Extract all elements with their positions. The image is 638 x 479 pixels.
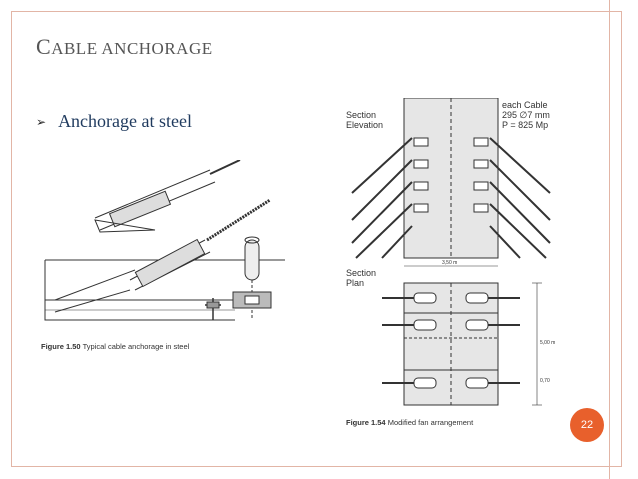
figure-right-caption-text: Modified fan arrangement	[387, 418, 474, 427]
label-cable-line3: P = 825 Mp	[502, 120, 549, 130]
label-section-elevation-line1: Section	[346, 110, 377, 120]
anchorage-drawing	[35, 160, 335, 360]
slide-divider-line	[609, 0, 610, 479]
figure-right-caption	[346, 418, 473, 427]
figure-left-caption-number: Figure 1.50	[41, 342, 81, 351]
figure-left-caption	[41, 342, 189, 351]
dimension-width: 3,50 m	[442, 260, 458, 266]
label-cable-line2: 295 ∅7 mm	[502, 110, 550, 120]
arrow-bullet-icon: ➢	[36, 114, 47, 129]
label-section-plan	[346, 268, 376, 288]
title-rest: ABLE ANCHORAGE	[51, 39, 213, 58]
fan-arrangement-drawing	[342, 98, 587, 438]
label-section-elevation	[346, 110, 383, 130]
label-section-plan-line1: Section	[346, 268, 377, 278]
dimension-small: 0,70	[540, 378, 550, 384]
label-section-elevation-line2: Elevation	[346, 120, 384, 130]
label-cable-line1: each Cable	[502, 100, 548, 110]
figure-right-caption-number: Figure 1.54	[346, 418, 386, 427]
bullet-item	[36, 111, 192, 132]
label-section-plan-line2: Plan	[346, 278, 365, 288]
page-number-badge: 22	[570, 408, 604, 442]
figure-modified-fan-arrangement	[342, 98, 587, 438]
bullet-text: Anchorage at steel	[58, 111, 192, 131]
label-cable-spec	[502, 100, 550, 130]
slide-title	[36, 34, 213, 60]
figure-left-caption-text: Typical cable anchorage in steel	[82, 342, 190, 351]
dimension-height: 5,00 m	[540, 340, 556, 346]
title-first-letter: C	[36, 34, 52, 59]
figure-cable-anchorage-steel	[35, 160, 335, 360]
